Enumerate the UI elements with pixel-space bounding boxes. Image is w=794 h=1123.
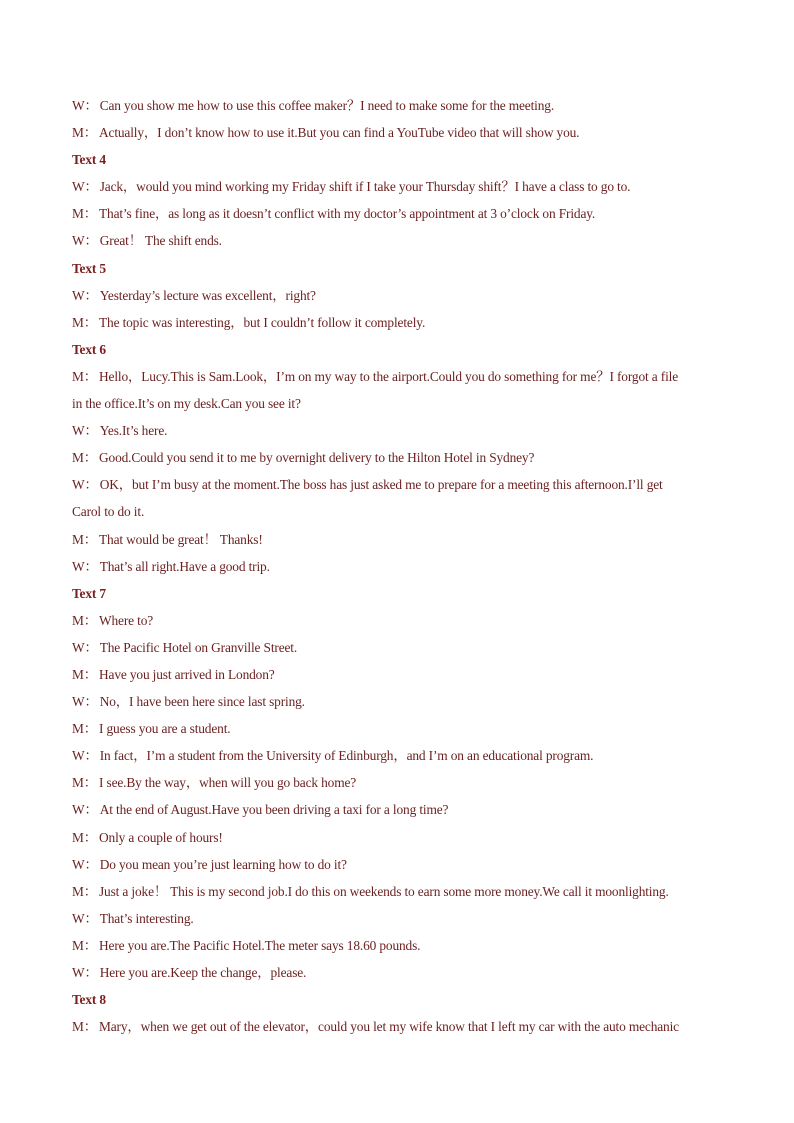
- dialogue-text: Have you just arrived in London?: [99, 666, 275, 682]
- dialogue-text: Hello，Lucy.This is Sam.Look，I’m on my way to the airport.Could you do something for me？I forgot a file: [99, 368, 679, 384]
- dialogue-text: Actually，I don’t know how to use it.But you can find a YouTube video that will show you.: [99, 125, 580, 141]
- dialogue-continuation: Carol to do it.: [72, 504, 145, 520]
- speaker-label: M：: [72, 531, 97, 547]
- dialogue-line: [72, 526, 728, 553]
- dialogue-line: [72, 363, 728, 390]
- speaker-label: W：: [72, 856, 98, 872]
- speaker-label: M：: [72, 368, 97, 384]
- dialogue-line: [72, 796, 728, 823]
- speaker-label: W：: [72, 287, 98, 303]
- section-heading: Text 7: [72, 585, 106, 601]
- section-heading: Text 8: [72, 992, 106, 1008]
- dialogue-line: [72, 200, 728, 227]
- dialogue-text: At the end of August.Have you been driving a taxi for a long time?: [99, 802, 449, 818]
- section-heading: Text 6: [72, 341, 106, 357]
- speaker-label: M：: [72, 937, 97, 953]
- dialogue-line: [72, 769, 728, 796]
- dialogue-text: That would be great！ Thanks!: [99, 531, 263, 547]
- dialogue-line: [72, 661, 728, 688]
- speaker-label: W：: [72, 639, 98, 655]
- dialogue-continuation: in the office.It’s on my desk.Can you see it?: [72, 396, 301, 412]
- speaker-label: M：: [72, 314, 97, 330]
- dialogue-line: [72, 905, 728, 932]
- speaker-label: M：: [72, 1019, 97, 1035]
- dialogue-text: OK，but I’m busy at the moment.The boss has just asked me to prepare for a meeting this afternoon.I’ll get: [99, 477, 663, 493]
- dialogue-text: I see.By the way，when will you go back home?: [99, 775, 357, 791]
- dialogue-text: The Pacific Hotel on Granville Street.: [99, 639, 298, 655]
- dialogue-line: [72, 715, 728, 742]
- dialogue-line: [72, 824, 728, 851]
- dialogue-line: [72, 92, 728, 119]
- speaker-label: M：: [72, 612, 97, 628]
- speaker-label: M：: [72, 666, 97, 682]
- speaker-label: W：: [72, 98, 98, 113]
- dialogue-text: Good.Could you send it to me by overnight delivery to the Hilton Hotel in Sydney?: [99, 450, 535, 466]
- speaker-label: W：: [72, 965, 98, 980]
- dialogue-text: Can you show me how to use this coffee maker？I need to make some for the meeting.: [99, 98, 555, 113]
- speaker-label: W：: [72, 910, 98, 926]
- dialogue-text: Mary，when we get out of the elevator，could you let my wife know that I left my car with the auto mechanic: [99, 1019, 679, 1035]
- speaker-label: M：: [72, 883, 97, 899]
- speaker-label: M：: [72, 829, 97, 845]
- dialogue-text: Yesterday’s lecture was excellent，right?: [99, 287, 316, 303]
- dialogue-text: Just a joke！ This is my second job.I do this on weekends to earn some more money.We call it moonlighting.: [99, 883, 669, 899]
- dialogue-text: The topic was interesting，but I couldn’t follow it completely.: [99, 314, 426, 330]
- speaker-label: W：: [72, 179, 98, 195]
- speaker-label: W：: [72, 748, 98, 764]
- dialogue-line: [72, 878, 728, 905]
- dialogue-line: [72, 471, 728, 498]
- speaker-label: W：: [72, 802, 98, 818]
- transcript-body: [72, 92, 728, 1040]
- dialogue-line: [72, 959, 728, 986]
- speaker-label: M：: [72, 450, 97, 466]
- dialogue-line: [72, 444, 728, 471]
- dialogue-line: [72, 282, 728, 309]
- dialogue-text: That’s all right.Have a good trip.: [99, 558, 270, 574]
- speaker-label: W：: [72, 423, 98, 439]
- dialogue-line: [72, 742, 728, 769]
- speaker-label: W：: [72, 694, 98, 710]
- dialogue-line: [72, 309, 728, 336]
- dialogue-text: No，I have been here since last spring.: [99, 694, 305, 710]
- dialogue-line: [72, 553, 728, 580]
- section-heading: Text 4: [72, 152, 106, 168]
- dialogue-line: [72, 227, 728, 254]
- dialogue-text: Only a couple of hours!: [99, 829, 223, 845]
- speaker-label: W：: [72, 558, 98, 574]
- speaker-label: W：: [72, 477, 98, 493]
- dialogue-line: [72, 119, 728, 146]
- dialogue-text: In fact，I’m a student from the University of Edinburgh，and I’m on an educational program.: [99, 748, 594, 764]
- dialogue-line: [72, 417, 728, 444]
- dialogue-text: Here you are.The Pacific Hotel.The meter says 18.60 pounds.: [99, 937, 421, 953]
- speaker-label: M：: [72, 775, 97, 791]
- dialogue-text: Here you are.Keep the change，please.: [99, 965, 307, 980]
- dialogue-line: [72, 932, 728, 959]
- speaker-label: M：: [72, 721, 97, 737]
- dialogue-line: [72, 688, 728, 715]
- dialogue-line: [72, 634, 728, 661]
- dialogue-text: I guess you are a student.: [99, 721, 231, 737]
- dialogue-text: Do you mean you’re just learning how to do it?: [99, 856, 347, 872]
- dialogue-line: [72, 607, 728, 634]
- dialogue-text: Great！ The shift ends.: [99, 233, 222, 249]
- dialogue-text: That’s fine，as long as it doesn’t conflict with my doctor’s appointment at 3 o’clock on Friday.: [99, 206, 596, 222]
- dialogue-text: That’s interesting.: [99, 910, 194, 926]
- dialogue-text: Yes.It’s here.: [99, 423, 168, 439]
- speaker-label: M：: [72, 206, 97, 222]
- dialogue-line: [72, 851, 728, 878]
- dialogue-line: [72, 1013, 728, 1040]
- section-heading: Text 5: [72, 260, 106, 276]
- dialogue-text: Jack，would you mind working my Friday shift if I take your Thursday shift？I have a class to go to.: [99, 179, 631, 195]
- speaker-label: W：: [72, 233, 98, 249]
- speaker-label: M：: [72, 125, 97, 141]
- dialogue-text: Where to?: [99, 612, 154, 628]
- dialogue-line: [72, 173, 728, 200]
